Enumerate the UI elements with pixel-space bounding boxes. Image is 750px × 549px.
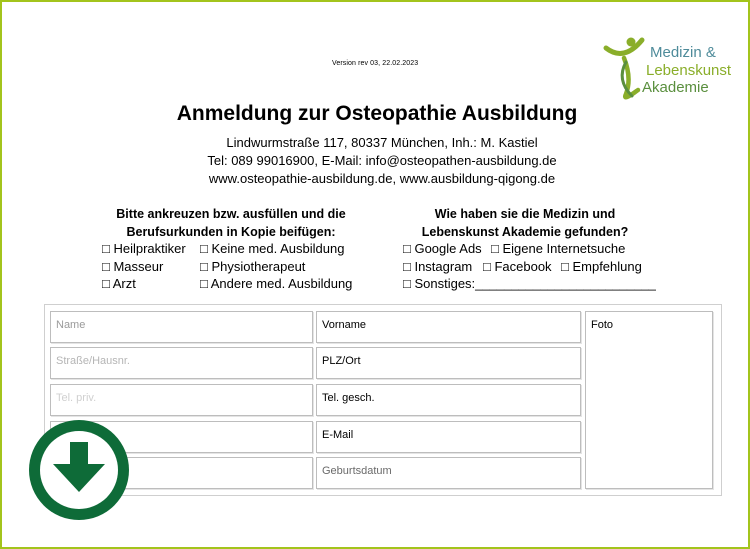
option-heilpraktiker[interactable]: □ Heilpraktiker (102, 241, 186, 256)
geburtsdatum-field[interactable]: Geburtsdatum (316, 457, 581, 489)
source-heading (384, 205, 666, 241)
profession-heading-line1: Bitte ankreuzen bzw. ausfüllen und die (116, 207, 346, 221)
logo-text-line1: Medizin & (650, 44, 716, 61)
name-field[interactable]: Name (50, 311, 313, 343)
strasse-field[interactable]: Straße/Hausnr. (50, 347, 313, 379)
option-masseur[interactable]: □ Masseur (102, 259, 164, 274)
option-keine-ausbildung[interactable]: □ Keine med. Ausbildung (200, 241, 345, 256)
profession-heading (90, 205, 372, 241)
plz-ort-field[interactable]: PLZ/Ort (316, 347, 581, 379)
option-andere-ausbildung[interactable]: □ Andere med. Ausbildung (200, 276, 353, 291)
option-instagram[interactable]: □ Instagram (403, 259, 473, 274)
tel-gesch-field[interactable]: Tel. gesch. (316, 384, 581, 416)
tel-priv-field[interactable]: Tel. priv. (50, 384, 313, 416)
logo-text-line2: Lebenskunst (646, 62, 732, 79)
version-label: Version rev 03, 22.02.2023 (332, 60, 419, 67)
foto-field[interactable]: Foto (585, 311, 713, 489)
vorname-field[interactable]: Vorname (316, 311, 581, 343)
email-field[interactable]: E-Mail (316, 421, 581, 453)
option-sonstiges[interactable]: □ Sonstiges:_________________________ (403, 276, 656, 291)
option-internetsuche[interactable]: □ Eigene Internetsuche (491, 241, 626, 256)
academy-logo (602, 32, 742, 102)
profession-heading-line2: Berufsurkunden in Kopie beifügen: (126, 225, 336, 239)
option-physiotherapeut[interactable]: □ Physiotherapeut (200, 259, 306, 274)
option-arzt[interactable]: □ Arzt (102, 276, 136, 291)
source-heading-line1: Wie haben sie die Medizin und (434, 207, 616, 221)
address-line-2: Tel: 089 99016900, E-Mail: info@osteopathen-ausbildung.de (207, 153, 557, 168)
logo-text-line3: Akademie (642, 79, 709, 96)
registration-form (44, 304, 722, 496)
option-google-ads[interactable]: □ Google Ads (403, 241, 482, 256)
option-empfehlung[interactable]: □ Empfehlung (561, 259, 642, 274)
option-facebook[interactable]: □ Facebook (483, 259, 552, 274)
address-line-1: Lindwurmstraße 117, 80337 München, Inh.: M. Kastiel (226, 135, 538, 150)
page-title: Anmeldung zur Osteopathie Ausbildung (176, 102, 578, 125)
arrow-down-circle-icon[interactable] (29, 420, 129, 520)
address-line-3: www.osteopathie-ausbildung.de, www.ausbildung-qigong.de (208, 171, 556, 186)
source-heading-line2: Lebenskunst Akademie gefunden? (421, 225, 629, 239)
